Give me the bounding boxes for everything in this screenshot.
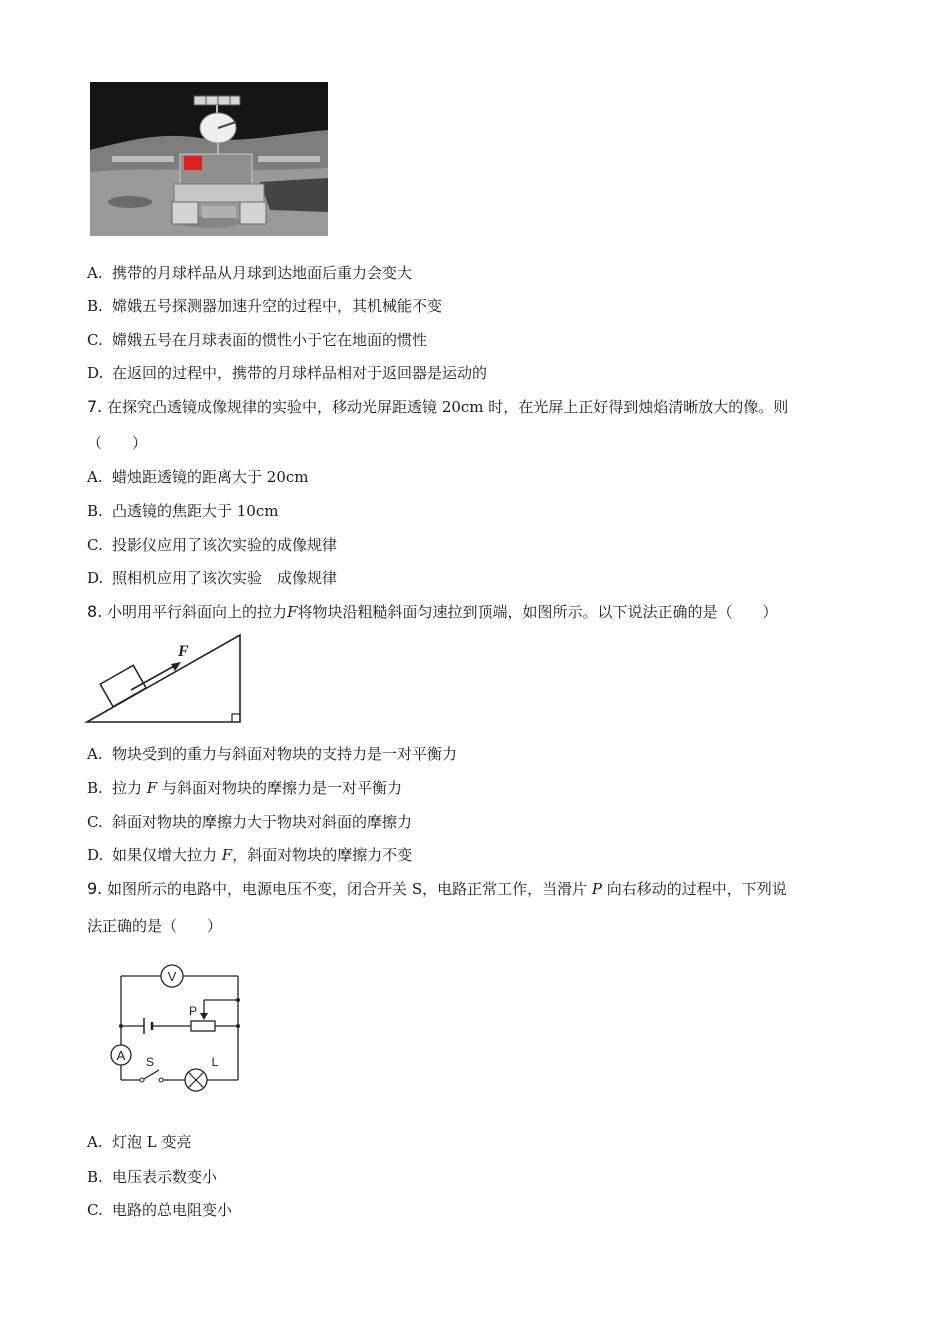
question-number: 9. [87,879,103,898]
question-number: 7. [87,397,103,416]
option-text: 物块受到的重力与斜面对物块的支持力是一对平衡力 [112,745,458,763]
q8-option-c[interactable] [87,812,412,832]
option-letter: D. [87,364,104,382]
right-angle-mark [232,714,240,722]
option-text: 斜面对物块的摩擦力大于物块对斜面的摩擦力 [112,813,413,831]
slider-arrow [200,1013,208,1020]
incline-diagram [84,632,246,728]
circuit-diagram [104,962,246,1094]
option-letter: C. [87,536,103,554]
option-letter: B. [87,502,103,520]
q9-option-b[interactable] [87,1167,217,1187]
answer-blank: （ ） [87,434,148,452]
question-text: 小明用平行斜面向上的拉力 [107,603,288,621]
option-letter: B. [87,779,103,797]
q8-option-d[interactable] [87,845,412,865]
q6-option-b[interactable] [87,296,442,316]
option-text: 凸透镜的焦距大于 10cm [112,502,279,520]
option-text: 电路的总电阻变小 [112,1201,233,1219]
ammeter-label: A [116,1048,126,1063]
force-variable: F [146,779,158,797]
switch-label: S [145,1055,155,1069]
option-text: 与斜面对物块的摩擦力是一对平衡力 [162,779,403,797]
q6-option-c[interactable] [87,330,427,350]
lunar-rover-photo [90,82,328,236]
option-letter: D. [87,569,104,587]
voltmeter-label: V [167,969,177,984]
option-letter: A. [87,1133,103,1151]
option-letter: B. [87,1168,103,1186]
q8-option-a[interactable] [87,744,457,764]
force-variable: F [287,603,298,621]
q8-option-b[interactable] [87,778,402,798]
question-number: 8. [87,602,103,621]
q9-option-c[interactable] [87,1200,232,1220]
option-text: 嫦娥五号探测器加速升空的过程中，其机械能不变 [112,297,443,315]
q7-option-d[interactable] [87,568,337,588]
option-letter: A. [87,468,103,486]
option-letter: A. [87,745,103,763]
q8-stem [87,602,778,622]
force-variable: F [221,846,233,864]
option-text: 投影仪应用了该次实验的成像规律 [112,536,338,554]
slider-variable: P [591,880,602,898]
q9-stem-line2 [87,916,222,936]
slider-label: P [188,1004,198,1018]
question-text: 向右移动的过程中，下列说 [606,880,787,898]
question-text: 法正确的是（ ） [87,917,223,935]
option-letter: C. [87,813,103,831]
q6-option-a[interactable] [87,263,412,283]
option-letter: D. [87,846,104,864]
option-text: 照相机应用了该次实验 成像规律 [112,569,338,587]
option-text: 拉力 [112,779,143,797]
option-text: 蜡烛距透镜的距离大于 20cm [112,468,309,486]
option-text: 电压表示数变小 [112,1168,218,1186]
option-letter: C. [87,331,103,349]
force-label: F [178,643,189,660]
question-text: 将物块沿粗糙斜面匀速拉到顶端，如图所示。以下说法正确的是（ ） [297,603,778,621]
q7-option-b[interactable] [87,501,278,521]
q9-stem-line1 [87,879,787,899]
option-text: 如果仅增大拉力 [112,846,218,864]
option-letter: C. [87,1201,103,1219]
question-text: 如图所示的电路中，电源电压不变，闭合开关 S，电路正常工作，当滑片 [107,880,588,898]
option-text: 嫦娥五号在月球表面的惯性小于它在地面的惯性 [112,331,428,349]
q7-option-c[interactable] [87,535,337,555]
q6-option-d[interactable] [87,363,487,383]
option-text: 在返回的过程中，携带的月球样品相对于返回器是运动的 [112,364,488,382]
q7-stem-line2 [87,433,147,453]
option-letter: A. [87,264,103,282]
q9-option-a[interactable] [87,1132,192,1152]
option-text: 灯泡 L 变亮 [112,1133,192,1151]
option-text: 携带的月球样品从月球到达地面后重力会变大 [112,264,413,282]
q7-option-a[interactable] [87,467,308,487]
option-letter: B. [87,297,103,315]
question-text: 在探究凸透镜成像规律的实验中，移动光屏距透镜 20cm 时，在光屏上正好得到烛焰清晰放大的像。则 [107,398,789,416]
option-text: ，斜面对物块的摩擦力不变 [232,846,413,864]
lamp-label: L [211,1055,219,1069]
q7-stem-line1 [87,397,788,417]
